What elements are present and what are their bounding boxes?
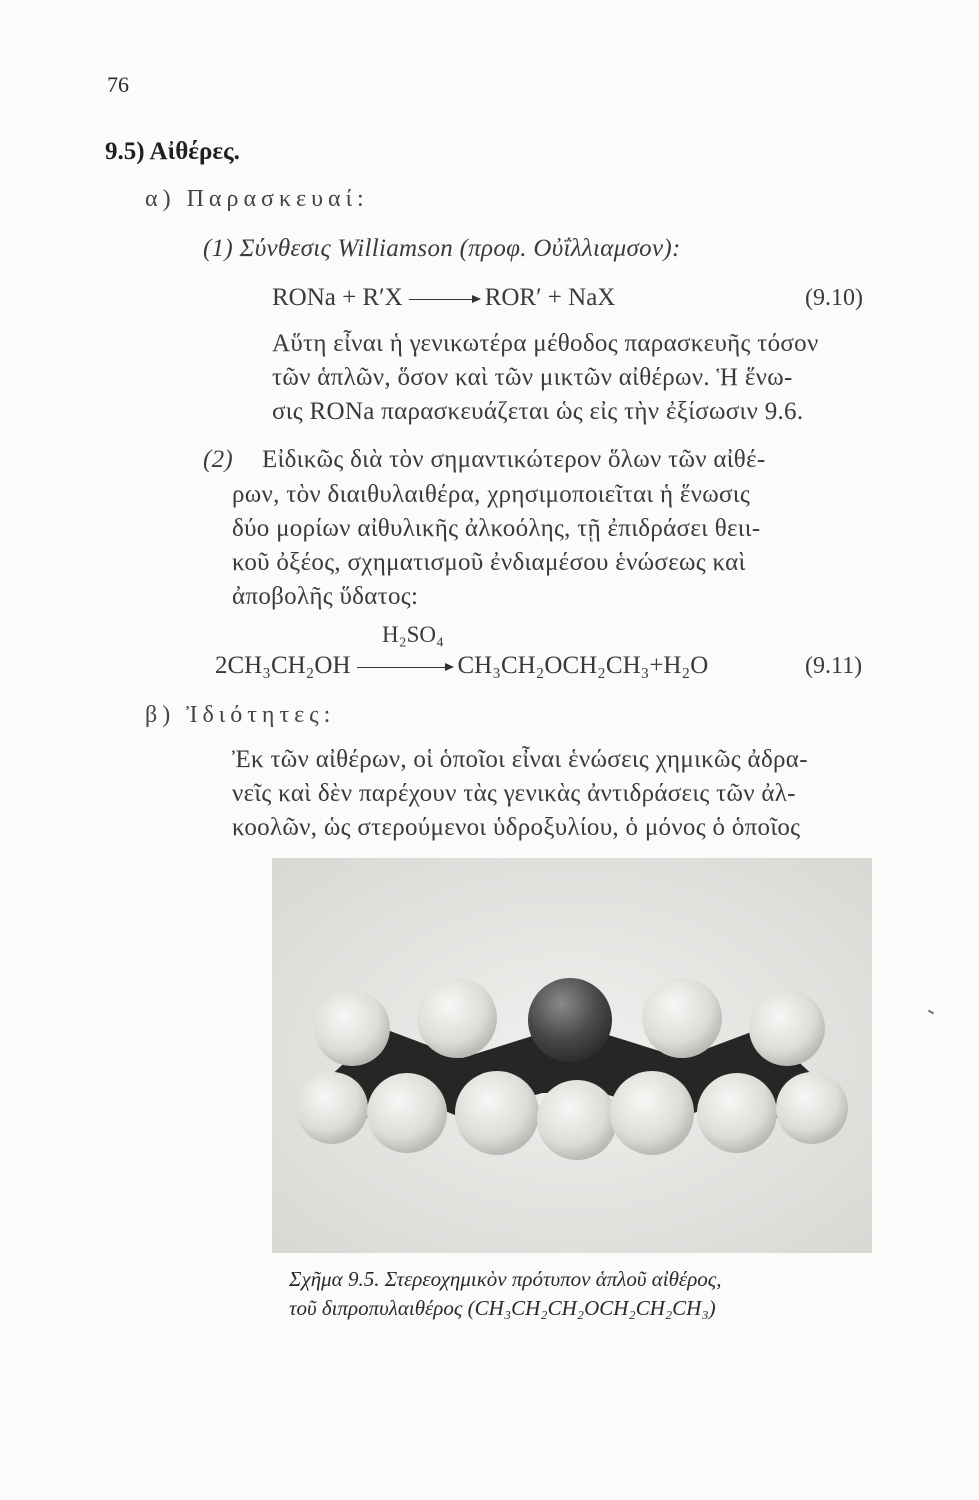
figure-caption-line-1: Σχῆμα 9.5. Στερεοχημικὸν πρότυπον ἁπλοῦ αἰθέρος, bbox=[289, 1267, 722, 1291]
molecule-model-image bbox=[272, 858, 872, 1253]
print-speck bbox=[928, 1010, 934, 1015]
eq2-catalyst: H₂SO₄ bbox=[382, 622, 445, 647]
equation-number-9-11: (9.11) bbox=[805, 653, 863, 679]
para1-line-3: σις RONa παρασκευάζεται ὡς εἰς τὴν ἐξίσωσιν 9.6. bbox=[272, 398, 804, 425]
para2-line-3: δύο μορίων αἰθυλικῆς ἀλκοόλης, τῇ ἐπιδράσει θειι- bbox=[232, 515, 761, 542]
equation-9-10 bbox=[272, 284, 615, 312]
para3-line-2: νεῖς καὶ δὲν παρέχουν τὰς γενικὰς ἀντιδράσεις τῶν ἀλ- bbox=[232, 780, 796, 807]
molecule-model-photo bbox=[272, 858, 872, 1253]
para2-line-4: κοῦ ὀξέος, σχηματισμοῦ ἐνδιαμέσου ἑνώσεως καὶ bbox=[232, 549, 746, 576]
subheading-preparations: α) Παρασκευαί: bbox=[145, 186, 369, 212]
eq1-rhs: ROR′ + NaX bbox=[484, 284, 616, 311]
para1-line-2: τῶν ἁπλῶν, ὅσον καὶ τῶν μικτῶν αἰθέρων. Ἡ ἕνω- bbox=[272, 364, 793, 391]
figure-caption-line-2: τοῦ διπροπυλαιθέρος (CH₃CH₂CH₂OCH₂CH₂CH₃) bbox=[289, 1296, 716, 1320]
eq1-lhs: RONa + R′X bbox=[272, 284, 403, 311]
eq2-lhs: 2CH₃CH₂OH bbox=[215, 652, 351, 679]
para1-line-1: Αὕτη εἶναι ἡ γενικωτέρα μέθοδος παρασκευῆς τόσον bbox=[272, 330, 819, 357]
reaction-arrow-icon bbox=[357, 667, 452, 668]
para2-line-5: ἀποβολῆς ὕδατος: bbox=[232, 583, 419, 610]
equation-number-9-10: (9.10) bbox=[805, 285, 863, 311]
para2-line-1: Εἰδικῶς διὰ τὸν σημαντικώτερον ὅλων τῶν αἰθέ- bbox=[262, 446, 766, 473]
method2-label: (2) bbox=[203, 446, 234, 473]
para2-line-2: ρων, τὸν διαιθυλαιθέρα, χρησιμοποιεῖται ἡ ἕνωσις bbox=[232, 481, 751, 508]
para3-line-3: κοολῶν, ὡς στερούμενοι ὑδροξυλίου, ὁ μόνος ὁ ὁποῖος bbox=[232, 814, 801, 841]
para3-line-1: Ἐκ τῶν αἰθέρων, οἱ ὁποῖοι εἶναι ἑνώσεις χημικῶς ἀδρα- bbox=[232, 746, 808, 773]
equation-9-11 bbox=[215, 652, 708, 680]
subheading-properties: β) Ἰδιότητες: bbox=[145, 702, 336, 728]
page-number: 76 bbox=[107, 72, 129, 97]
method1-heading: (1) Σύνθεσις Williamson (προφ. Οὐΐλλιαμσον): bbox=[203, 235, 681, 262]
section-heading: 9.5) Αἰθέρες. bbox=[105, 138, 240, 165]
reaction-arrow-icon bbox=[409, 299, 479, 300]
eq2-rhs: CH₃CH₂OCH₂CH₃+H₂O bbox=[457, 652, 709, 679]
